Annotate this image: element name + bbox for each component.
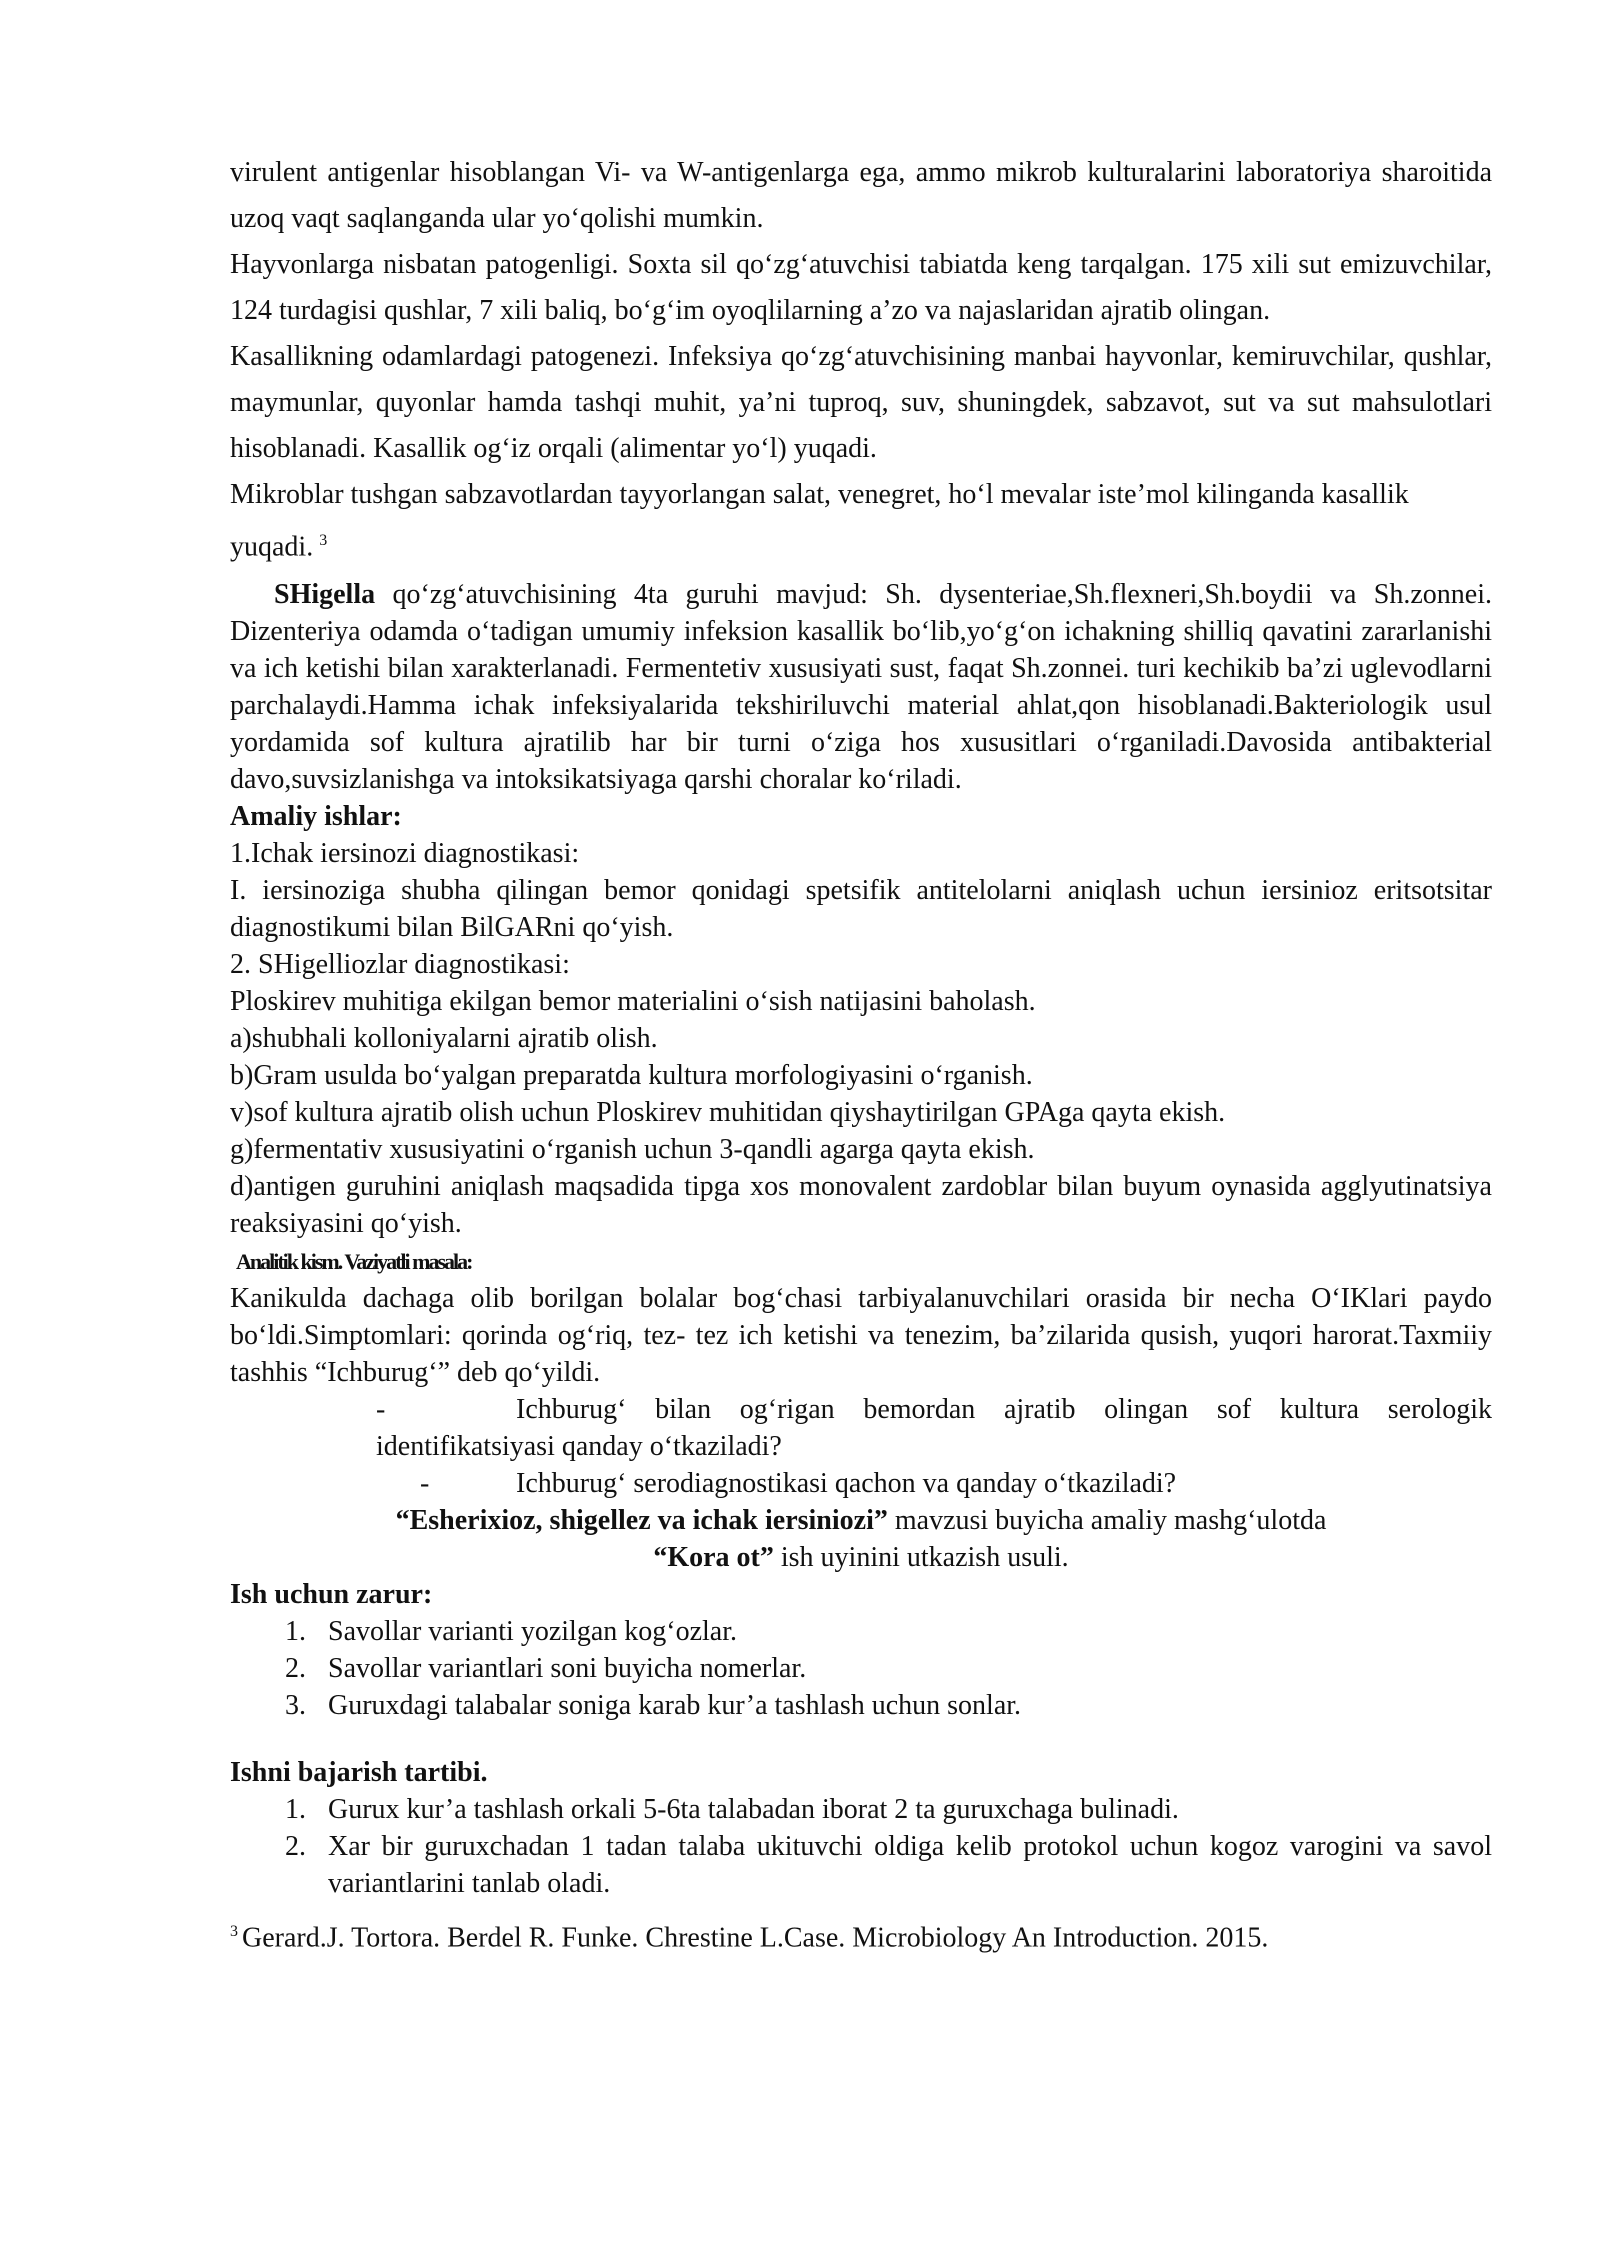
question-text-1: Ichburug‘ bilan og‘rigan bemordan ajratib olingan sof kultura serologik identifikatsiyasi qanday o‘tkaziladi? [376, 1394, 1492, 1463]
shig-line-a: a)shubhali kolloniyalarni ajratib olish. [230, 1023, 658, 1055]
heading-tartib-text: Ishni bajarish tartibi. [230, 1757, 488, 1789]
footnote-text: Gerard.J. Tortora. Berdel R. Funke. Chrestine L.Case. Microbiology An Introduction. 2015. [242, 1922, 1269, 1954]
heading-amaliy-text: Amaliy ishlar: [230, 801, 402, 833]
paragraph-ichak: I. iersinoziga shubha qilingan bemor qonidagi spetsifik antitelolarni aniqlash uchun iersinioz eritsotsitar diagnostikumi bilan BilGARni qo‘yish. [230, 875, 1492, 944]
spacer [230, 1724, 1492, 1754]
dash-mark: - [376, 1394, 386, 1426]
heading-zarur [230, 1576, 1492, 1613]
center-title-2-rest: ish uyinini utkazish usuli. [773, 1542, 1069, 1574]
question-list [230, 1391, 1492, 1502]
paragraph-patogenez: Kasallikning odamlardagi patogenezi. Infeksiya qo‘zg‘atuvchisining manbai hayvonlar, kemiruvchilar, qushlar, maymunlar, quyonlar hamda tashqi muhit, ya’ni tuproq, suv, shuningdek, sabzavot, sut va sut mahsulotlari hisoblanadi. Kasallik og‘iz orqali (alimentar yo‘l) yuqadi. [230, 341, 1492, 464]
dash-mark: - [420, 1468, 430, 1500]
shigella-term: SHigella [274, 579, 376, 611]
document-page [230, 150, 1492, 1959]
list-text: Savollar variantlari soni buyicha nomerlar. [328, 1653, 807, 1685]
list-number: 1. [285, 1794, 306, 1826]
heading-analitik-text: Analitik kism. Vaziyatli masala: [236, 1249, 472, 1275]
paragraph-shigella [230, 576, 1492, 798]
list-text: Xar bir guruxchadan 1 tadan talaba ukituvchi oldiga kelib protokol uchun kogoz varogini va savol variantlarini tanlab oladi. [328, 1831, 1492, 1900]
shig-line-g: g)fermentativ xususiyatini o‘rganish uchun 3-qandli agarga qayta ekish. [230, 1134, 1035, 1166]
footnote [230, 1912, 1492, 1958]
list-number: 2. [285, 1831, 306, 1863]
paragraph-hayvonlarga: Hayvonlarga nisbatan patogenligi. Soxta sil qo‘zg‘atuvchisi tabiatda keng tarqalgan. 175 xili sut emizuvchilar, 124 turdagisi qushlar, 7 xili baliq, bo‘g‘im oyoqlilarning a’zo va najaslaridan ajratib olingan. [230, 249, 1492, 326]
heading-shigelliozlar: 2. SHigelliozlar diagnostikasi: [230, 949, 570, 981]
list-number: 1. [285, 1616, 306, 1648]
question-text-2: Ichburug‘ serodiagnostikasi qachon va qanday o‘tkaziladi? [516, 1468, 1177, 1500]
center-title-2-bold: “Kora ot” [653, 1542, 774, 1574]
intro-section [230, 150, 1492, 570]
shigella-text: qo‘zg‘atuvchisining 4ta guruhi mavjud: Sh. dysenteriae,Sh.flexneri,Sh.boydii va Sh.zonnei. Dizenteriya odamda o‘tadigan umumiy infeksion kasallik bo‘lib,yo‘g‘on ichakning shilliq qavatini zararlanishi va ich ketishi bilan xarakterlanadi. Fermentetiv xususiyati sust, faqat Sh.zonnei. turi kechikib ba’zi uglevodlarni parchalaydi.Hamma ichak infeksiyalarida tekshiriluvchi material ahlat,qon hisoblanadi.Bakteriologik usul yordamida sof kultura ajratilib har bir turni o‘ziga hos xususitlari o‘rganiladi.Davosida antibakterial davo,suvsizlanishga va intoksikatsiyaga qarshi choralar ko‘riladi. [230, 579, 1492, 796]
heading-amaliy [230, 798, 1492, 835]
paragraph-virulent: virulent antigenlar hisoblangan Vi- va W-antigenlarga ega, ammo mikrob kulturalarini laboratoriya sharoitida uzoq vaqt saqlanganda ular yo‘qolishi mumkin. [230, 157, 1492, 234]
list-text: Savollar varianti yozilgan kog‘ozlar. [328, 1616, 737, 1648]
paragraph-mikroblar-text: Mikroblar tushgan sabzavotlardan tayyorlangan salat, venegret, ho‘l mevalar iste’mol kilinganda kasallik yuqadi. [230, 479, 1409, 563]
footnote-reference[interactable]: 3 [319, 532, 328, 549]
list-text: Gurux kur’a tashlash orkali 5-6ta talabadan iborat 2 ta guruxchaga bulinadi. [328, 1794, 1179, 1826]
center-title-1-rest: mavzusi buyicha amaliy mashg‘ulotda [887, 1505, 1327, 1537]
main-section [230, 576, 1492, 1958]
heading-zarur-text: Ish uchun zarur: [230, 1579, 433, 1611]
center-title-1 [230, 1502, 1492, 1539]
list-item [256, 1687, 1492, 1724]
list-item [256, 1650, 1492, 1687]
heading-ichak: 1.Ichak iersinozi diagnostikasi: [230, 838, 580, 870]
paragraph-mikroblar [230, 472, 1492, 570]
list-text: Guruxdagi talabalar soniga karab kur’a tashlash uchun sonlar. [328, 1690, 1022, 1722]
zarur-list [230, 1613, 1492, 1724]
heading-analitik [230, 1242, 1492, 1280]
list-item [256, 1828, 1492, 1902]
footnote-number: 3 [230, 1923, 238, 1941]
tartib-list [230, 1791, 1492, 1902]
question-item-2 [376, 1465, 1492, 1502]
shig-line-b: b)Gram usulda bo‘yalgan preparatda kultura morfologiyasini o‘rganish. [230, 1060, 1033, 1092]
shig-line-0: Ploskirev muhitiga ekilgan bemor materialini o‘sish natijasini baholash. [230, 986, 1036, 1018]
heading-tartib [230, 1754, 1492, 1791]
question-item-1 [376, 1391, 1492, 1465]
shig-line-d: d)antigen guruhini aniqlash maqsadida tipga xos monovalent zardoblar bilan buyum oynasida agglyutinatsiya reaksiyasini qo‘yish. [230, 1171, 1492, 1240]
list-number: 2. [285, 1653, 306, 1685]
list-item [256, 1613, 1492, 1650]
paragraph-case: Kanikulda dachaga olib borilgan bolalar bog‘chasi tarbiyalanuvchilari orasida bir necha O‘IKlari paydo bo‘ldi.Simptomlari: qorinda og‘riq, tez- tez ich ketishi va tenezim, ba’zilarida qusish, yuqori harorat.Taxmiiy tashhis “Ichburug‘” deb qo‘yildi. [230, 1283, 1492, 1389]
list-item [256, 1791, 1492, 1828]
center-title-1-bold: “Esherixioz, shigellez va ichak iersiniozi” [395, 1505, 888, 1537]
shig-line-v: v)sof kultura ajratib olish uchun Ploskirev muhitidan qiyshaytirilgan GPAga qayta ekish. [230, 1097, 1226, 1129]
list-number: 3. [285, 1690, 306, 1722]
center-title-2 [230, 1539, 1492, 1576]
